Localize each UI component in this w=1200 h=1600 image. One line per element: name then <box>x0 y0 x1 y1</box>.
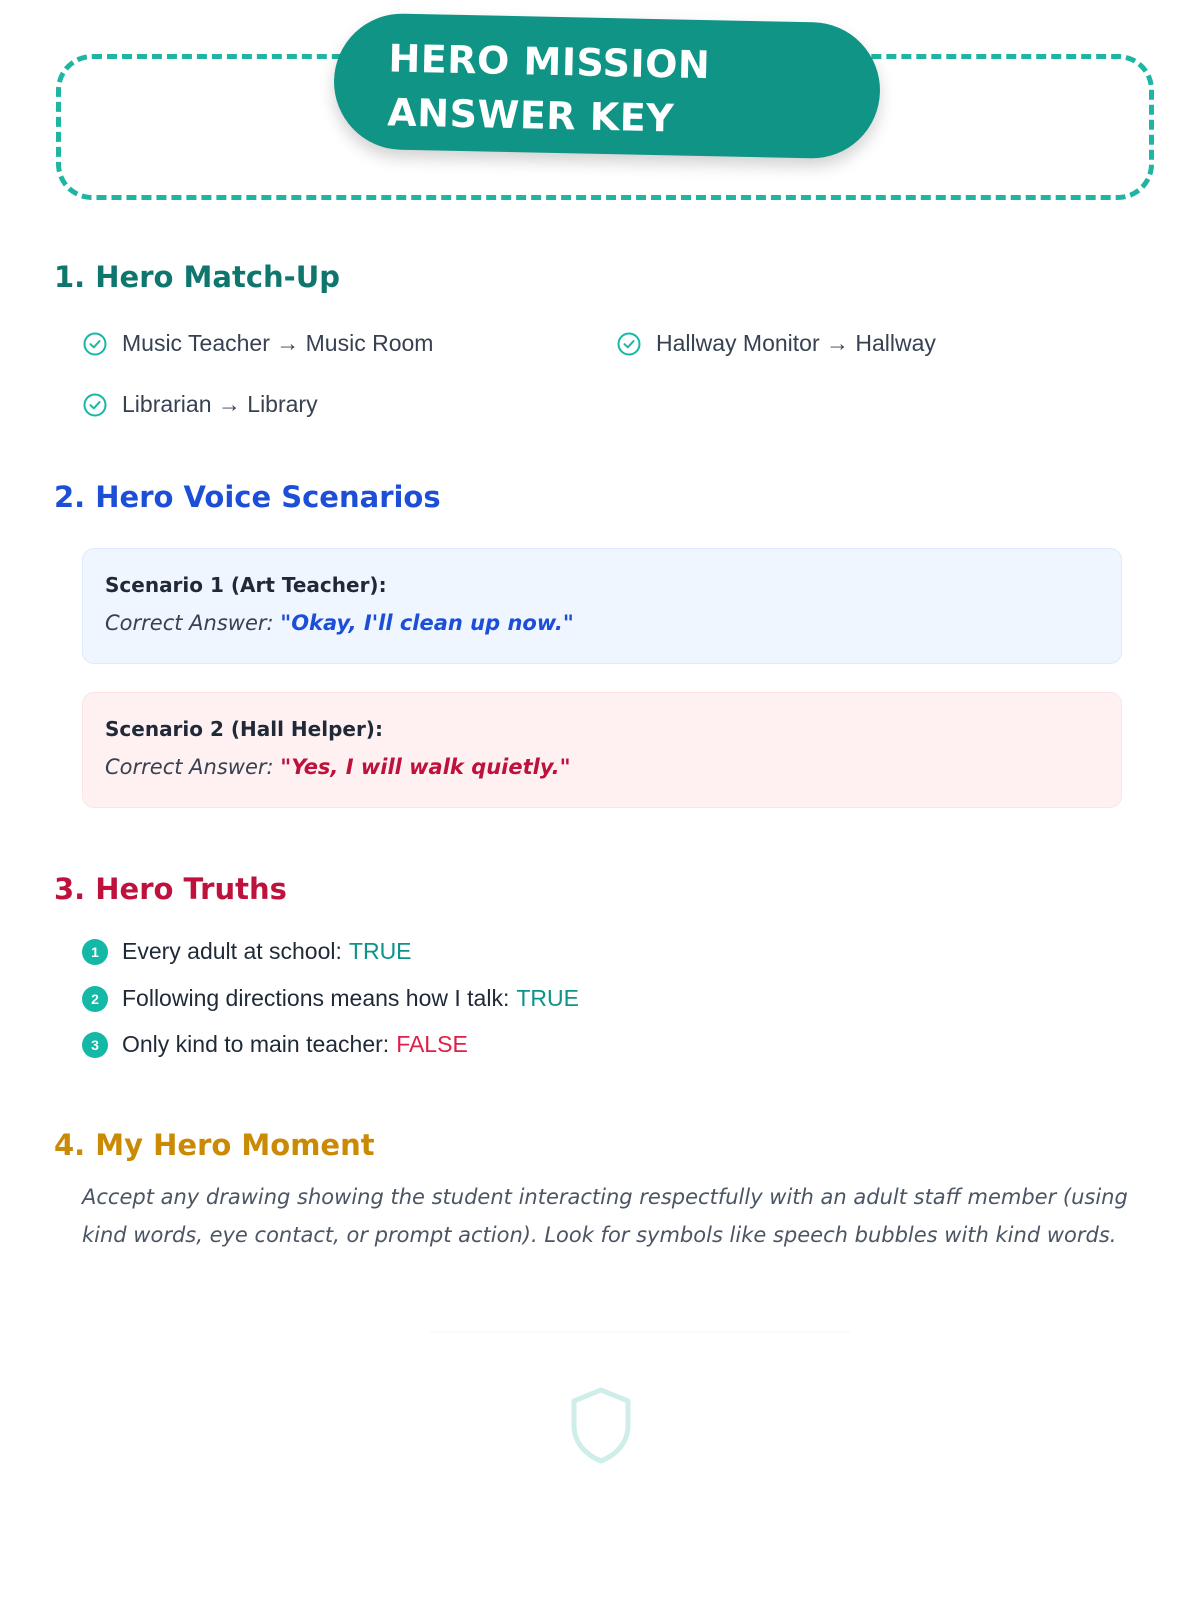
section-heading-hero-moment: 4. My Hero Moment <box>54 1128 375 1162</box>
truth-item <box>82 938 412 965</box>
divider <box>430 1331 850 1333</box>
section-heading-voice-scenarios: 2. Hero Voice Scenarios <box>54 480 441 514</box>
match-item <box>82 330 433 357</box>
page-title: HERO MISSION ANSWER KEY <box>386 36 711 141</box>
scenario-title: Scenario 1 (Art Teacher): <box>105 573 387 597</box>
match-item-text: Librarian → Library <box>122 391 318 417</box>
answer-prefix: Correct Answer: <box>105 755 281 779</box>
check-circle-icon <box>82 392 108 418</box>
truth-text: Every adult at school: <box>122 938 342 964</box>
check-circle-icon <box>616 331 642 357</box>
answer-prefix: Correct Answer: <box>105 611 281 635</box>
header-banner <box>333 12 882 159</box>
truth-value: TRUE <box>348 938 412 964</box>
truth-item <box>82 1031 468 1058</box>
section-heading-match-up: 1. Hero Match-Up <box>54 260 341 294</box>
match-item-text: Hallway Monitor → Hallway <box>656 330 936 356</box>
number-badge: 3 <box>82 1032 108 1058</box>
number-badge: 2 <box>82 986 108 1012</box>
scenario-answer-line <box>105 611 1099 635</box>
number-badge: 1 <box>82 939 108 965</box>
match-item <box>616 330 936 357</box>
truth-item <box>82 985 579 1012</box>
scenario-answer-line <box>105 755 1099 779</box>
truth-text: Following directions means how I talk: <box>122 985 510 1011</box>
hero-moment-guidance: Accept any drawing showing the student interacting respectfully with an adult staff member (using kind words, eye contact, or prompt action). Look for symbols like speech bubbles with kind words. <box>82 1185 1128 1247</box>
match-item <box>82 391 318 418</box>
truth-value: TRUE <box>516 985 579 1011</box>
shield-icon <box>568 1385 634 1465</box>
scenario-card-1 <box>82 548 1122 664</box>
truth-text: Only kind to main teacher: <box>122 1031 390 1057</box>
correct-answer: "Yes, I will walk quietly." <box>280 755 571 779</box>
scenario-title: Scenario 2 (Hall Helper): <box>105 717 383 741</box>
scenario-card-2 <box>82 692 1122 808</box>
section-heading-hero-truths: 3. Hero Truths <box>54 872 287 906</box>
check-circle-icon <box>82 331 108 357</box>
truth-value: FALSE <box>396 1031 468 1057</box>
correct-answer: "Okay, I'll clean up now." <box>280 611 574 635</box>
match-item-text: Music Teacher → Music Room <box>122 330 434 356</box>
